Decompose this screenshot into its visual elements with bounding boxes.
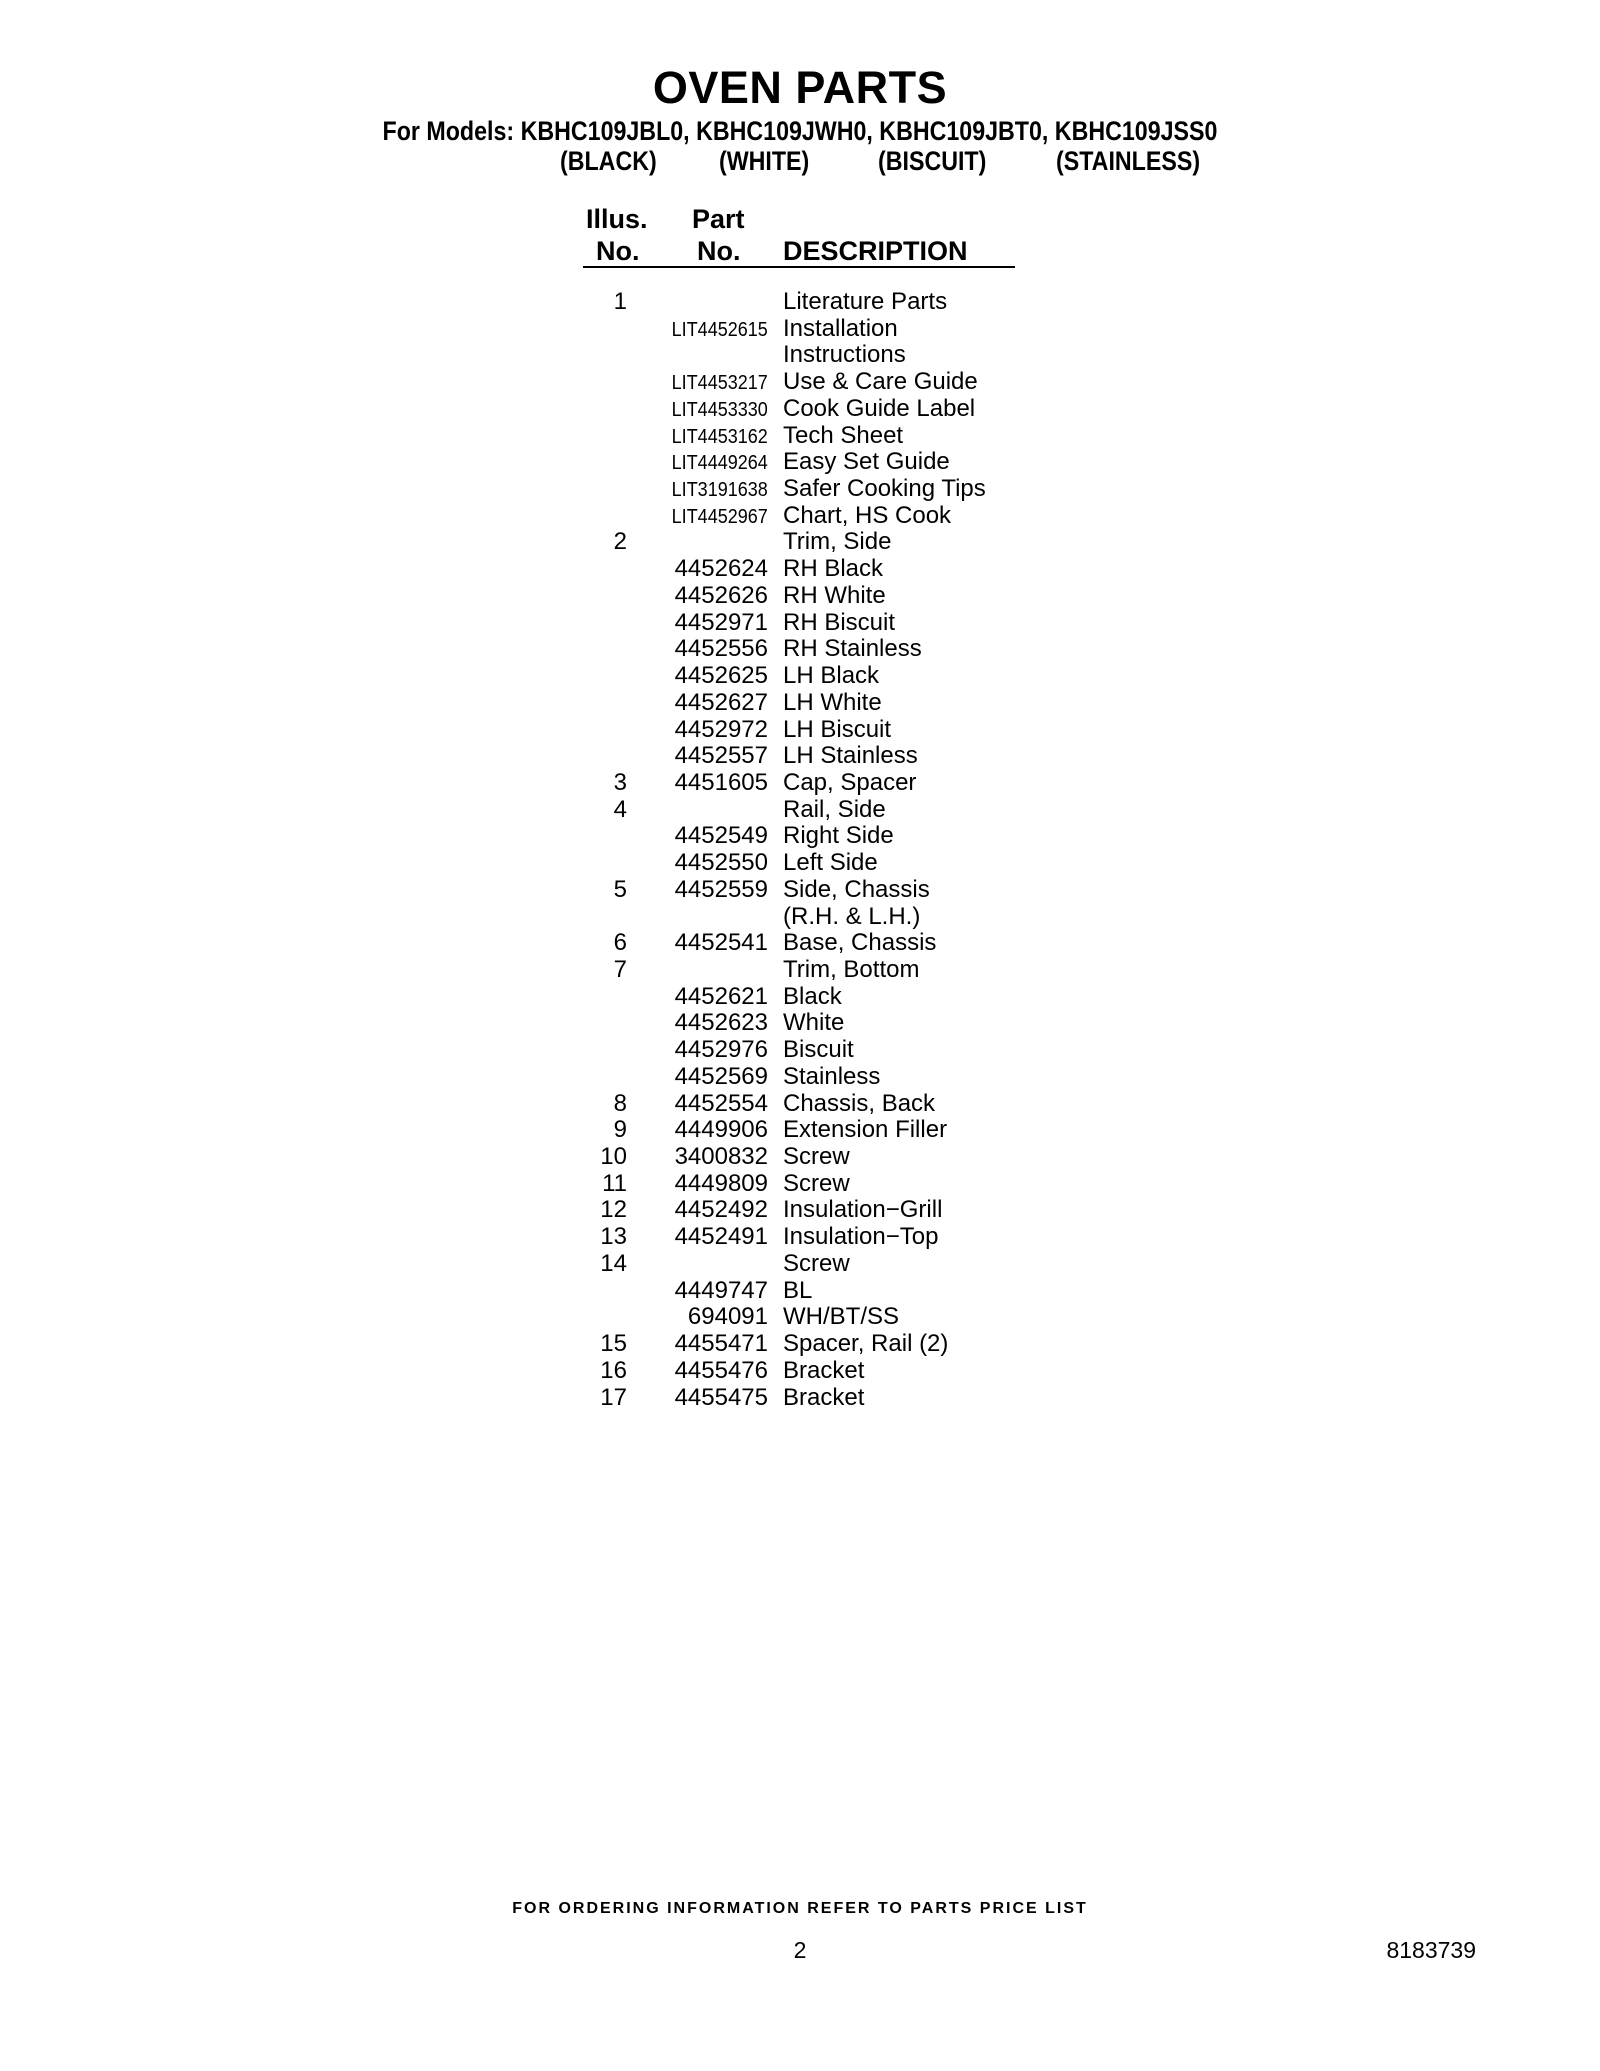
parts-row <box>0 1197 1600 1224</box>
parts-row <box>0 636 1600 663</box>
part-number: LIT3191638 <box>671 479 768 502</box>
part-number: 4449906 <box>674 1116 768 1144</box>
document-number: 8183739 <box>1386 1937 1476 1963</box>
parts-row <box>0 1331 1600 1358</box>
part-number: 4452491 <box>674 1223 768 1251</box>
part-number: 4452569 <box>674 1062 768 1090</box>
part-number: 4449809 <box>674 1169 768 1197</box>
part-number: 4452541 <box>674 929 768 957</box>
part-description: Trim, Bottom <box>783 956 920 983</box>
part-description: Cook Guide Label <box>783 394 976 422</box>
part-description: Easy Set Guide <box>783 448 950 476</box>
illus-number: 2 <box>613 528 627 556</box>
part-description: Tech Sheet <box>783 421 904 449</box>
part-number: 4455471 <box>674 1330 768 1358</box>
part-number: 4455475 <box>674 1383 768 1411</box>
part-number: 4452623 <box>674 1009 768 1037</box>
illus-number: 4 <box>613 795 627 823</box>
illus-number: 12 <box>600 1196 627 1224</box>
part-description: Chart, HS Cook <box>783 501 952 529</box>
parts-row <box>0 1251 1600 1278</box>
color-stainless: (STAINLESS) <box>1056 146 1201 176</box>
models-line: For Models: KBHC109JBL0, KBHC109JWH0, KBHC109JBT0, KBHC109JSS0 <box>382 116 1218 146</box>
parts-row <box>0 823 1600 850</box>
part-description: Black <box>783 982 842 1010</box>
parts-row <box>0 289 1600 316</box>
part-description: WH/BT/SS <box>783 1303 900 1331</box>
illus-number: 14 <box>600 1249 627 1277</box>
parts-row <box>0 1091 1600 1118</box>
parts-row <box>0 1224 1600 1251</box>
parts-row <box>0 957 1600 984</box>
part-number: LIT4452615 <box>671 318 768 341</box>
parts-row <box>0 1144 1600 1171</box>
part-number: 4452492 <box>674 1196 768 1224</box>
parts-row <box>0 1117 1600 1144</box>
illus-number: 9 <box>613 1116 627 1144</box>
part-description: Spacer, Rail (2) <box>783 1330 949 1358</box>
page-number: 2 <box>793 1937 807 1963</box>
part-description: Screw <box>783 1169 850 1197</box>
part-number: 4452554 <box>674 1089 768 1117</box>
part-number: 4452626 <box>674 581 768 609</box>
parts-row <box>0 529 1600 556</box>
parts-row <box>0 610 1600 637</box>
parts-row <box>0 904 1600 931</box>
part-number: 4452971 <box>674 608 768 636</box>
part-number: 4449747 <box>674 1276 768 1304</box>
part-description: Literature Parts <box>783 288 948 315</box>
illus-number: 11 <box>602 1169 627 1197</box>
parts-row <box>0 396 1600 423</box>
part-description: RH White <box>783 581 886 609</box>
part-description: Cap, Spacer <box>783 768 917 796</box>
part-number: 4452621 <box>674 982 768 1010</box>
part-number: 4452972 <box>674 715 768 743</box>
part-description: RH Stainless <box>783 635 922 663</box>
part-number: LIT4452967 <box>671 505 768 528</box>
part-number: LIT4449264 <box>671 452 768 475</box>
parts-row <box>0 797 1600 824</box>
part-number: LIT4453330 <box>671 398 768 421</box>
parts-row <box>0 556 1600 583</box>
part-description: Insulation−Grill <box>783 1196 943 1224</box>
parts-row <box>0 930 1600 957</box>
illus-number: 16 <box>600 1356 627 1384</box>
illus-number: 13 <box>600 1223 627 1251</box>
part-description: Bracket <box>783 1383 865 1411</box>
part-description: Biscuit <box>783 1036 854 1064</box>
parts-row <box>0 1064 1600 1091</box>
color-black: (BLACK) <box>560 146 657 176</box>
color-white: (WHITE) <box>719 146 810 176</box>
part-description: Bracket <box>783 1356 865 1384</box>
part-description: Screw <box>783 1249 850 1277</box>
parts-row <box>0 476 1600 503</box>
header-illus-line2: No. <box>596 236 640 266</box>
part-description: (R.H. & L.H.) <box>783 902 921 930</box>
illus-number: 8 <box>613 1089 627 1117</box>
part-description: Chassis, Back <box>783 1089 936 1117</box>
color-biscuit: (BISCUIT) <box>878 146 987 176</box>
part-number: 4451605 <box>674 768 768 796</box>
parts-row <box>0 717 1600 744</box>
part-description: Safer Cooking Tips <box>783 475 986 503</box>
part-number: 4452624 <box>674 555 768 583</box>
illus-number: 5 <box>613 875 627 903</box>
part-description: LH Black <box>783 662 880 690</box>
parts-row <box>0 1278 1600 1305</box>
part-description: Extension Filler <box>783 1116 948 1144</box>
parts-row <box>0 342 1600 369</box>
part-description: Use & Care Guide <box>783 368 978 396</box>
illus-number: 6 <box>613 929 627 957</box>
part-description: Stainless <box>783 1062 881 1090</box>
part-number: 4452550 <box>674 849 768 877</box>
part-description: Screw <box>783 1143 850 1171</box>
part-number: 4452556 <box>674 635 768 663</box>
part-number: 4452557 <box>674 742 768 770</box>
illus-number: 1 <box>613 288 627 315</box>
parts-row <box>0 770 1600 797</box>
parts-row <box>0 1010 1600 1037</box>
illus-number: 15 <box>600 1330 627 1358</box>
parts-row <box>0 743 1600 770</box>
part-description: Left Side <box>783 849 878 877</box>
part-description: Trim, Side <box>783 528 892 556</box>
parts-row <box>0 1358 1600 1385</box>
parts-row <box>0 984 1600 1011</box>
ordering-note: FOR ORDERING INFORMATION REFER TO PARTS PRICE LIST <box>512 1900 1088 1917</box>
part-description: Insulation−Top <box>783 1223 939 1251</box>
part-description: Installation <box>783 314 898 342</box>
parts-row <box>0 877 1600 904</box>
part-description: LH Stainless <box>783 742 918 770</box>
illus-number: 10 <box>600 1143 627 1171</box>
header-description: DESCRIPTION <box>783 236 968 266</box>
parts-row <box>0 423 1600 450</box>
header-rule <box>583 266 1015 268</box>
part-description: BL <box>783 1276 813 1304</box>
parts-row <box>0 663 1600 690</box>
parts-row <box>0 850 1600 877</box>
part-number: 3400832 <box>674 1143 768 1171</box>
header-part-line2: No. <box>697 236 741 266</box>
header-part-line1: Part <box>692 204 745 234</box>
part-description: Rail, Side <box>783 795 886 823</box>
part-description: Base, Chassis <box>783 929 937 957</box>
page-title: OVEN PARTS <box>652 62 948 113</box>
parts-row <box>0 1171 1600 1198</box>
part-number: LIT4453162 <box>671 425 768 448</box>
part-number: 694091 <box>687 1303 768 1331</box>
part-description: LH Biscuit <box>783 715 892 743</box>
parts-row <box>0 316 1600 343</box>
part-description: White <box>783 1009 845 1037</box>
header-illus-line1: Illus. <box>586 204 648 234</box>
part-number: LIT4453217 <box>671 372 768 395</box>
part-description: RH Biscuit <box>783 608 896 636</box>
part-description: Right Side <box>783 822 894 850</box>
illus-number: 3 <box>613 768 627 796</box>
part-number: 4452625 <box>674 662 768 690</box>
part-number: 4452559 <box>674 875 768 903</box>
parts-row <box>0 1385 1600 1412</box>
part-description: LH White <box>783 688 882 716</box>
part-number: 4452627 <box>674 688 768 716</box>
parts-row <box>0 503 1600 530</box>
part-number: 4452549 <box>674 822 768 850</box>
parts-row <box>0 369 1600 396</box>
part-description: RH Black <box>783 555 884 583</box>
part-description: Side, Chassis <box>783 875 930 903</box>
part-number: 4455476 <box>674 1356 768 1384</box>
part-description: Instructions <box>783 341 906 369</box>
parts-row <box>0 1037 1600 1064</box>
illus-number: 17 <box>600 1383 627 1411</box>
parts-row <box>0 583 1600 610</box>
illus-number: 7 <box>613 956 627 983</box>
parts-row <box>0 449 1600 476</box>
part-number: 4452976 <box>674 1036 768 1064</box>
parts-row <box>0 690 1600 717</box>
parts-row <box>0 1304 1600 1331</box>
